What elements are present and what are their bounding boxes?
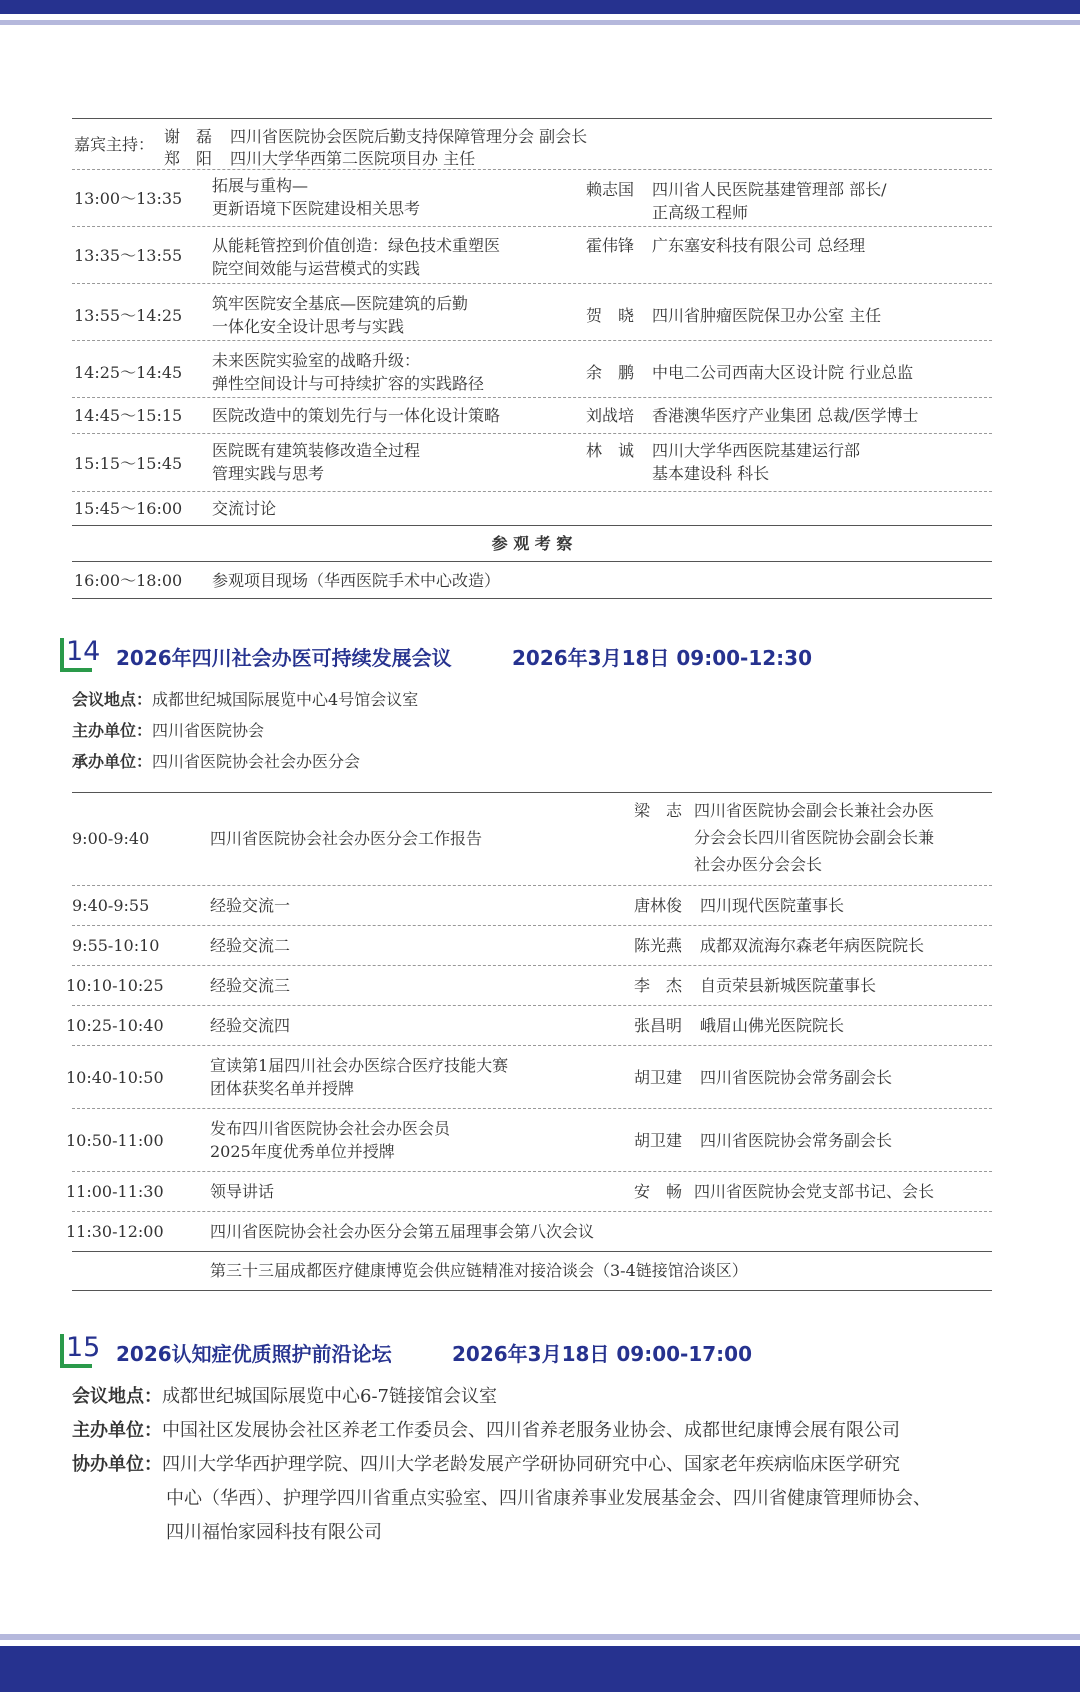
- organizer-line: [72, 750, 360, 773]
- row-topic: 未来医院实验室的战略升级：: [212, 351, 421, 370]
- row-topic: 更新语境下医院建设相关思考: [212, 199, 421, 218]
- section-name: 2026认知症优质照护前沿论坛: [116, 1342, 392, 1366]
- row-topic: 2025年度优秀单位并授牌: [210, 1142, 395, 1161]
- final-note-row: [72, 1252, 992, 1291]
- host-name: 谢 磊: [164, 127, 213, 146]
- venue-line: [72, 688, 418, 711]
- section-number-badge: [60, 1332, 101, 1368]
- table-row: [66, 1109, 992, 1172]
- host-row: [72, 119, 992, 170]
- row-time: 14:25～14:45: [74, 363, 183, 382]
- row-speaker: 唐林俊: [634, 896, 683, 915]
- row-speaker: 赖志国: [586, 180, 635, 199]
- venue-value: 成都世纪城国际展览中心6-7链接馆会议室: [162, 1386, 497, 1407]
- final-note: 第三十三届成都医疗健康博览会供应链精准对接洽谈会（3-4链接馆洽谈区）: [210, 1261, 748, 1280]
- row-speaker: 胡卫建: [634, 1131, 683, 1150]
- row-org: 四川省医院协会副会长兼社会办医: [694, 801, 935, 820]
- row-org: 香港澳华医疗产业集团 总裁/医学博士: [652, 406, 919, 425]
- row-time: 10:10-10:25: [66, 976, 164, 995]
- table-row: [72, 284, 992, 341]
- row-topic: 经验交流二: [210, 936, 291, 955]
- co-organizer-label: 协办单位：: [72, 1454, 162, 1475]
- row-org: 广东塞安科技有限公司 总经理: [652, 236, 866, 255]
- row-time: 10:25-10:40: [66, 1016, 164, 1035]
- section-number-badge: [60, 636, 101, 672]
- row-topic: 弹性空间设计与可持续扩容的实践路径: [212, 374, 485, 393]
- row-org: 四川省医院协会常务副会长: [700, 1068, 893, 1087]
- row-time: 10:50-11:00: [66, 1131, 164, 1150]
- row-topic: 筑牢医院安全基底—医院建筑的后勤: [212, 294, 469, 313]
- row-speaker: 张昌明: [634, 1016, 683, 1035]
- row-time: 11:00-11:30: [66, 1182, 164, 1201]
- table-row: [66, 1172, 992, 1212]
- section-15-title: [60, 1334, 1020, 1370]
- row-topic: 一体化安全设计思考与实践: [212, 317, 405, 336]
- row-time: 11:30-12:00: [66, 1222, 164, 1241]
- row-org: 分会会长四川省医院协会副会长兼: [694, 828, 935, 847]
- table-row: [72, 793, 992, 886]
- row-topic: 院空间效能与运营模式的实践: [212, 259, 421, 278]
- table-row: [72, 434, 992, 492]
- row-org: 四川省医院协会常务副会长: [700, 1131, 893, 1150]
- row-org: 正高级工程师: [652, 203, 749, 222]
- row-topic: 经验交流三: [210, 976, 291, 995]
- row-time: 15:45～16:00: [74, 499, 183, 518]
- host-line: [72, 719, 264, 742]
- row-time: 15:15～15:45: [74, 454, 183, 473]
- table-row: [66, 1046, 992, 1109]
- row-time: 13:00～13:35: [74, 189, 183, 208]
- row-org: 四川省肿瘤医院保卫办公室 主任: [652, 306, 882, 325]
- row-speaker: 胡卫建: [634, 1068, 683, 1087]
- table-row: [66, 1212, 992, 1252]
- host-title: 四川大学华西第二医院项目办 主任: [230, 149, 476, 168]
- row-org: 四川省医院协会党支部书记、会长: [694, 1182, 935, 1201]
- row-time: 10:40-10:50: [66, 1068, 164, 1087]
- co-organizer-value: 四川福怡家园科技有限公司: [166, 1522, 382, 1543]
- row-speaker: 霍伟锋: [586, 236, 635, 255]
- row-org: 峨眉山佛光医院院长: [700, 1016, 845, 1035]
- row-speaker: 梁 志: [634, 801, 683, 820]
- row-topic: 拓展与重构—: [212, 176, 309, 195]
- host-label: 主办单位：: [72, 721, 153, 740]
- row-topic: 团体获奖名单并授牌: [210, 1079, 355, 1098]
- host-value: 四川省医院协会: [152, 721, 265, 740]
- row-topic: 医院改造中的策划先行与一体化设计策略: [212, 406, 501, 425]
- table-row: [66, 966, 992, 1006]
- co-organizer-line: [72, 1452, 900, 1478]
- row-topic: 管理实践与思考: [212, 464, 325, 483]
- table-row: [72, 170, 992, 227]
- host-label: 嘉宾主持：: [74, 135, 155, 154]
- row-time: 9:40-9:55: [72, 896, 150, 915]
- co-organizer-line: [166, 1486, 931, 1512]
- row-speaker: 贺 晓: [586, 306, 635, 325]
- co-organizer-value: 中心（华西）、护理学四川省重点实验室、四川省康养事业发展基金会、四川省健康管理师协会、: [166, 1488, 931, 1509]
- row-speaker: 林 诚: [586, 441, 635, 460]
- row-topic: 领导讲话: [210, 1182, 275, 1201]
- venue-label: 会议地点：: [72, 1386, 162, 1407]
- row-speaker: 李 杰: [634, 976, 683, 995]
- host-line: [72, 1418, 900, 1444]
- row-time: 9:55-10:10: [72, 936, 160, 955]
- table-row: [72, 341, 992, 398]
- visit-row: [72, 562, 992, 599]
- section-datetime: 2026年3月18日 09:00-17:00: [452, 1342, 752, 1366]
- organizer-value: 四川省医院协会社会办医分会: [152, 752, 361, 771]
- table-row: [72, 926, 992, 966]
- row-topic: 交流讨论: [212, 499, 277, 518]
- top-band: [0, 0, 1080, 14]
- row-org: 四川省人民医院基建管理部 部长/: [652, 180, 887, 199]
- bottom-stripe: [0, 1634, 1080, 1640]
- venue-label: 会议地点：: [72, 690, 153, 709]
- co-organizer-line: [166, 1520, 382, 1546]
- venue-line: [72, 1384, 497, 1410]
- row-speaker: 刘战培: [586, 406, 635, 425]
- row-time: 16:00～18:00: [74, 571, 183, 590]
- table-row: [66, 1006, 992, 1046]
- section-number: 15: [66, 1332, 101, 1363]
- row-speaker: 陈光燕: [634, 936, 683, 955]
- row-org: 四川大学华西医院基建运行部: [652, 441, 861, 460]
- visit-heading: 参 观 考 察: [491, 534, 573, 553]
- table-row: [72, 398, 992, 434]
- table-row: [72, 886, 992, 926]
- host-name: 郑 阳: [164, 149, 213, 168]
- organizer-label: 承办单位：: [72, 752, 153, 771]
- top-stripe: [0, 20, 1080, 25]
- visit-heading-row: [72, 526, 992, 562]
- row-topic: 经验交流一: [210, 896, 291, 915]
- row-topic: 医院既有建筑装修改造全过程: [212, 441, 421, 460]
- section-14-title: [60, 638, 1020, 674]
- section-name: 2026年四川社会办医可持续发展会议: [116, 646, 452, 670]
- row-org: 四川现代医院董事长: [700, 896, 845, 915]
- row-time: 14:45～15:15: [74, 406, 183, 425]
- row-time: 13:35～13:55: [74, 246, 183, 265]
- row-speaker: 余 鹏: [586, 363, 635, 382]
- row-org: 基本建设科 科长: [652, 464, 770, 483]
- row-topic: 四川省医院协会社会办医分会工作报告: [210, 829, 483, 848]
- row-org: 成都双流海尔森老年病医院院长: [700, 936, 925, 955]
- table-row: [72, 492, 992, 526]
- row-topic: 宣读第1届四川社会办医综合医疗技能大赛: [210, 1056, 509, 1075]
- table-row: [72, 227, 992, 284]
- row-speaker: 安 畅: [634, 1182, 683, 1201]
- row-time: 13:55～14:25: [74, 306, 183, 325]
- row-time: 9:00-9:40: [72, 829, 150, 848]
- row-org: 中电二公司西南大区设计院 行业总监: [652, 363, 914, 382]
- row-topic: 从能耗管控到价值创造：绿色技术重塑医: [212, 236, 501, 255]
- host-title: 四川省医院协会医院后勤支持保障管理分会 副会长: [230, 127, 588, 146]
- section-datetime: 2026年3月18日 09:00-12:30: [512, 646, 812, 670]
- row-org: 社会办医分会会长: [694, 855, 823, 874]
- co-organizer-value: 四川大学华西护理学院、四川大学老龄发展产学研协同研究中心、国家老年疾病临床医学研究: [162, 1454, 900, 1475]
- row-topic: 参观项目现场（华西医院手术中心改造）: [212, 571, 501, 590]
- venue-value: 成都世纪城国际展览中心4号馆会议室: [152, 690, 419, 709]
- row-topic: 四川省医院协会社会办医分会第五届理事会第八次会议: [210, 1222, 595, 1241]
- row-org: 自贡荣县新城医院董事长: [700, 976, 877, 995]
- row-topic: 经验交流四: [210, 1016, 291, 1035]
- section-number: 14: [66, 636, 101, 667]
- bottom-band: [0, 1646, 1080, 1692]
- row-topic: 发布四川省医院协会社会办医会员: [210, 1119, 451, 1138]
- host-label: 主办单位：: [72, 1420, 162, 1441]
- host-value: 中国社区发展协会社区养老工作委员会、四川省养老服务业协会、成都世纪康博会展有限公司: [162, 1420, 900, 1441]
